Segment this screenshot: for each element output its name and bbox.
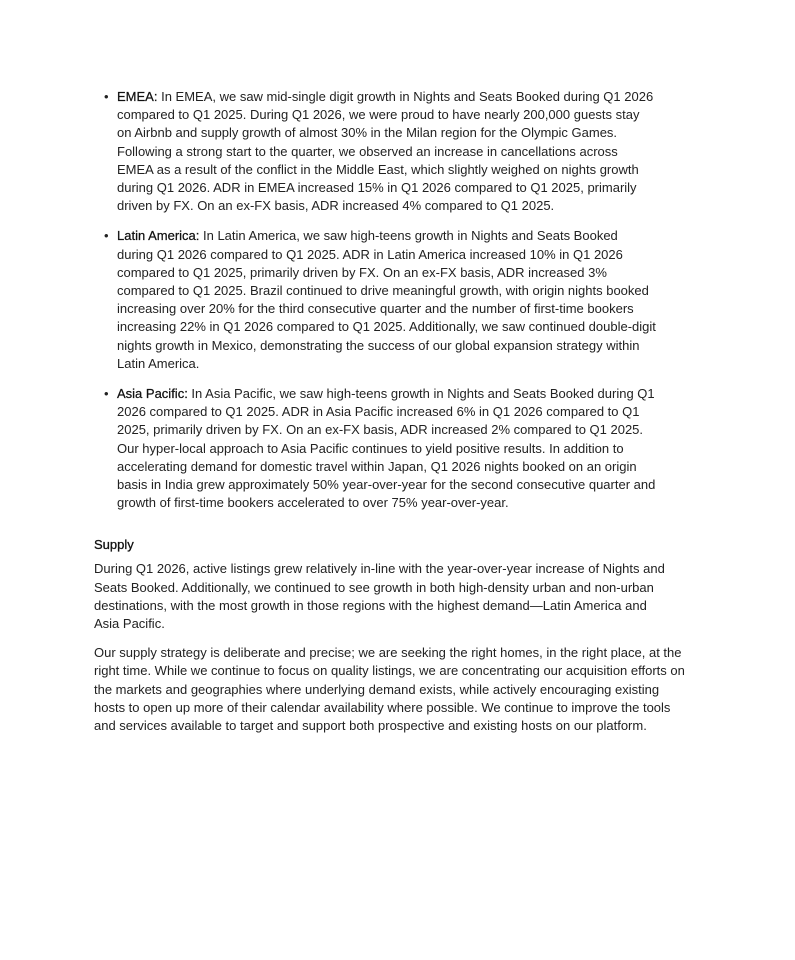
bullet-text-asia-pacific: In Asia Pacific, we saw high-teens growth in Nights and Seats Booked during Q1 2026 compared to Q1 2025. ADR in Asia Pacific increased 6% in Q1 2026 compared to Q1 2025, primarily driven by FX. On an ex-FX basis, ADR increased 2% compared to Q1 2025. Our hyper-local approach to Asia Pacific continues to yield positive results. In addition to accelerating demand for domestic travel within Japan, Q1 2026 nights booked on an origin basis in India grew approximately 50% year-over-year for the second consecutive quarter and growth of first-time bookers accelerated to over 75% year-over-year. (117, 386, 656, 511)
bullet-dot: • (104, 89, 109, 104)
bullet-dot: • (104, 228, 109, 244)
section-heading-supply: Supply (94, 537, 134, 553)
bullet-label-latin-america: Latin America: (117, 228, 200, 244)
bullet-latin-america (94, 227, 656, 373)
bullet-text-emea: In EMEA, we saw mid-single digit growth in Nights and Seats Booked during Q1 2026 compared to Q1 2025. During Q1 2026, we were proud to have nearly 200,000 guests stay on Airbnb and supply growth of almost 30% in the Milan region for the Olympic Games. Following a strong start to the quarter, we observed an increase in cancellations across EMEA as a result of the conflict in the Middle East, which slightly weighed on nights growth during Q1 2026. ADR in EMEA increased 15% in Q1 2026 compared to Q1 2025, primarily driven by FX. On an ex-FX basis, ADR increased 4% compared to Q1 2025. (117, 89, 654, 214)
bullet-label-emea: EMEA: (117, 89, 158, 104)
region-bullet-list (94, 88, 694, 512)
document-page (94, 88, 694, 746)
supply-paragraph: Our supply strategy is deliberate and precise; we are seeking the right homes, in the right place, at the right time. While we continue to focus on quality listings, we are concentrating our acquisition efforts on the markets and geographies where underlying demand exists, while actively encouraging existing hosts to open up more of their calendar availability where possible. We continue to improve the tools and services available to target and support both prospective and existing hosts on our platform. (94, 645, 685, 734)
bullet-label-asia-pacific: Asia Pacific: (117, 386, 188, 402)
bullet-dot: • (104, 386, 109, 402)
bullet-text-latin-america: In Latin America, we saw high-teens growth in Nights and Seats Booked during Q1 2026 compared to Q1 2025. ADR in Latin America increased 10% in Q1 2026 compared to Q1 2025, primarily driven by FX. On an ex-FX basis, ADR increased 3% compared to Q1 2025. Brazil continued to drive meaningful growth, with origin nights booked increasing over 20% for the third consecutive quarter and the number of first-time bookers increasing 22% in Q1 2026 compared to Q1 2025. Additionally, we saw continued double-digit nights growth in Mexico, demonstrating the success of our global expansion strategy within Latin America. (117, 228, 656, 371)
bullet-asia-pacific (94, 385, 658, 512)
supply-paragraph: During Q1 2026, active listings grew relatively in-line with the year-over-year increase of Nights and Seats Booked. Additionally, we continued to see growth in both high-density urban and non-urban destinations, with the most growth in those regions with the highest demand—Latin America and Asia Pacific. (94, 561, 665, 632)
bullet-emea (94, 88, 656, 215)
